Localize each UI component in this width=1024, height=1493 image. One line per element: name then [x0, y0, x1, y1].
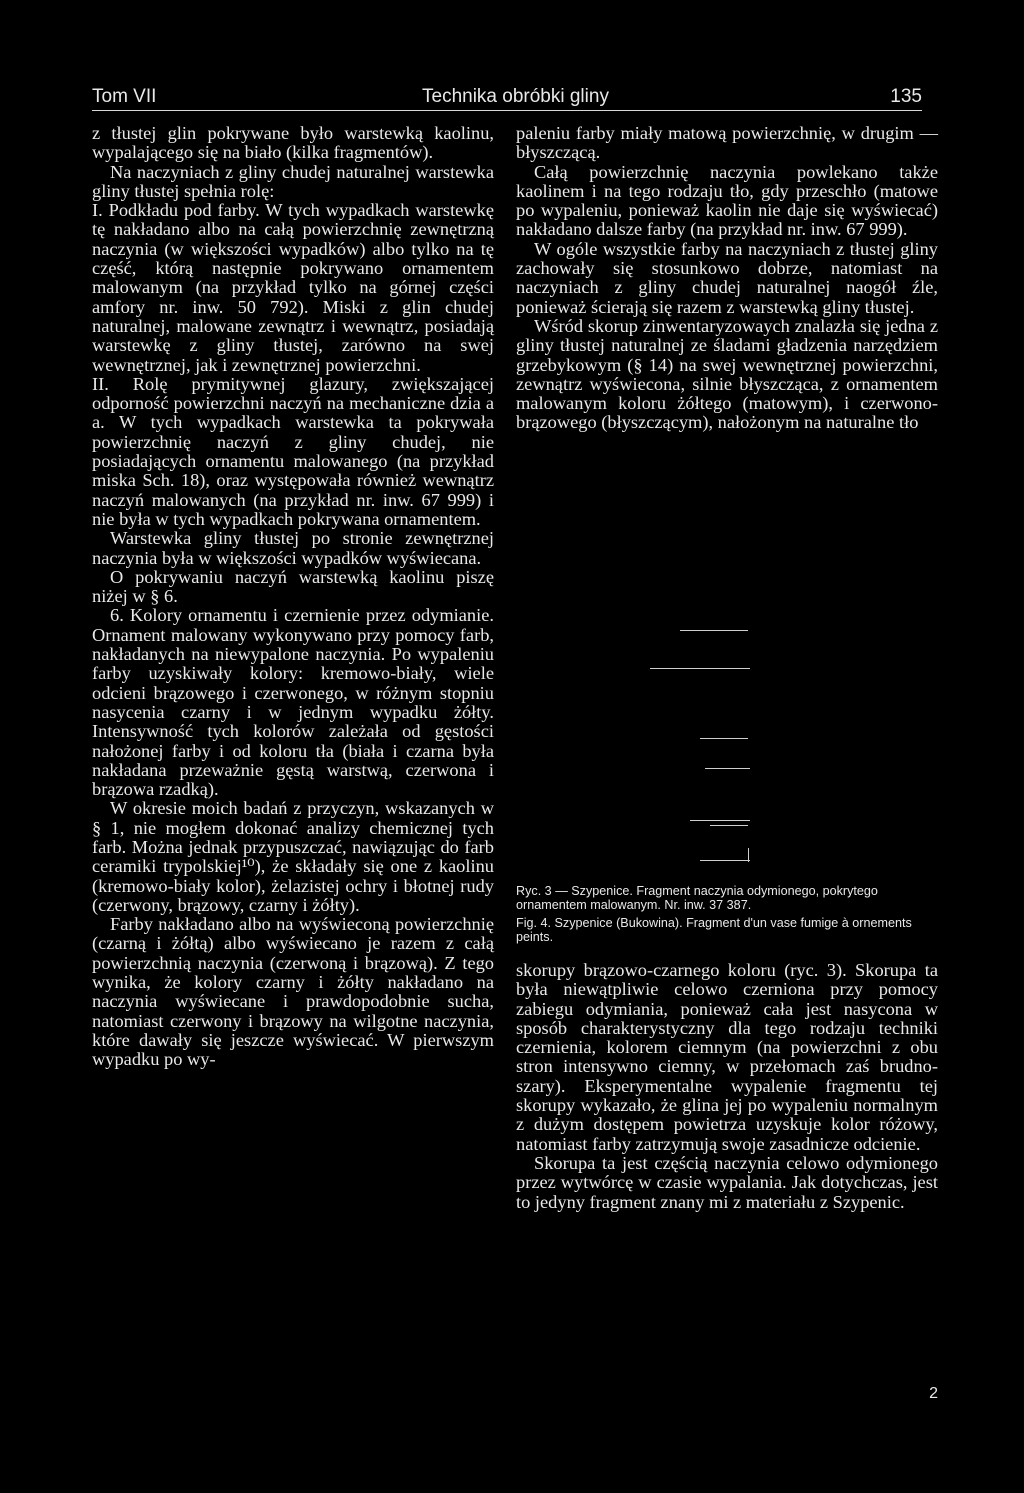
figure-caption [516, 884, 938, 948]
paragraph: Skorupa ta jest częścią naczynia celowo odymionego przez wytwórcę w czasie wypalania. Jak dotychczas, jest to jedyny fragment znany mi z materiału z Szypenic. [516, 1152, 938, 1212]
right-column-lower [516, 961, 938, 1212]
caption-polish: Ryc. 3 — Szypenice. Fragment naczynia odymionego, pokrytego ornamentem malowanym. Nr. inw. 37 387. [516, 884, 878, 912]
section-title: Technika obróbki gliny [422, 86, 609, 107]
fragment-edge-line [748, 848, 749, 862]
caption-french: Fig. 4. Szypenice (Bukowina). Fragment d'un vase fumige à ornements peints. [516, 916, 912, 944]
figure-fragment-image [610, 620, 750, 880]
right-column-upper [516, 124, 938, 433]
fragment-edge-line [700, 738, 748, 739]
paragraph: paleniu farby miały matową powierzchnię, w drugim — błyszczącą. [516, 123, 938, 163]
paragraph: W ogóle wszystkie farby na naczyniach z tłustej gliny zachowały się stosunkowo dobrze, natomiast na naczyniach z gliny chudej naturalnej naogół źle, ponieważ ścierają się razem z warstewką gliny tłustej. [516, 238, 938, 317]
fragment-edge-line [650, 668, 750, 669]
paragraph: skorupy brązowo-czarnego koloru (ryc. 3). Skorupa ta była niewątpliwie celowo czerniona przy pomocy zabiegu odymiania, ponieważ cała jest nasycona w sposób charakterystyczny dla tego rodzaju techniki czernienia, kolorem ciemnym (na powierzchni z obu stron intensywno ciemny, w przełomach zaś brudno-szary). Eksperymentalne wypalenie fragmentu tej skorupy wykazało, że glina jej po wypaleniu normalnym z dużym dostępem powietrza uzyskuje kolor różowy, natomiast farby zatrzymują swoje zasadnicze odcienie. [516, 960, 938, 1154]
paragraph: Farby nakładano albo na wyświeconą powierzchnię (czarną i żółtą) albo wyświecano je razem z całą powierzchnią naczynia (czerwoną i brązową). Z tego wynika, że kolory czarny i żółty nakładano na naczynia wyświecane i prawdopodobnie sucha, natomiast czerwony i brązowy na wilgotne naczynia, które dawały się jeszcze wyświecać. W pierwszym wypadku po wy- [92, 914, 494, 1070]
section-heading-paragraph: 6. Kolory ornamentu i czernienie przez odymianie. Ornament malowany wykonywano przy pomocy farb, nakładanych na niewypalone naczynia. Po wypaleniu farby uzyskiwały kolory: kremowo-biały, wiele odcieni brązowego i czerwonego, w różnym stopniu nasycenia czarny i w jednym wypadku żółty. Intensywność tych kolorów zależała od gęstości nałożonej farby i od koloru tła (biała i czarna była nakładana przeważnie gęstą warstwą, czerwona i brązowa rzadką). [92, 605, 494, 800]
page-number: 135 [890, 86, 922, 107]
volume-label: Tom VII [92, 86, 157, 107]
fragment-edge-line [690, 820, 750, 821]
paragraph: Na naczyniach z gliny chudej naturalnej warstewka gliny tłustej spełnia rolę: [92, 161, 494, 201]
paragraph: W okresie moich badań z przyczyn, wskazanych w § 1, nie mogłem dokonać analizy chemicznej tych farb. Można jednak przypuszczać, nawiązując do farb ceramiki trypolskiej¹⁰), że składały się one z kaolinu (kremowo-biały kolor), żelazistej ochry i błotnej rudy (czerwony, brązowy, czarny i żółty). [92, 798, 494, 915]
running-header [92, 84, 922, 114]
left-column [92, 124, 494, 1070]
fragment-edge-line [705, 768, 750, 769]
paragraph: II. Rolę prymitywnej glazury, zwiększającej odporność powierzchni naczyń na mechaniczne dzia a a. W tych wypadkach warstewka ta pokrywała powierzchnię naczyń z gliny chudej, nie posiadających ornamentu malowanego (na przykład miska Sch. 18), oraz występowała również wewnątrz naczyń malowanych (na przykład nr. inw. 67 999) i nie była w tych wypadkach pokrywana ornamentem. [92, 373, 494, 529]
paragraph: Warstewka gliny tłustej po stronie zewnętrznej naczynia była w większości wypadków wyświecana. [92, 528, 494, 568]
fragment-edge-line [680, 630, 748, 631]
paragraph: O pokrywaniu naczyń warstewką kaolinu piszę niżej w § 6. [92, 566, 494, 607]
paragraph: Wśród skorup zinwentaryzowaych znalazła się jedna z gliny tłustej naturalnej ze śladami gładzenia narzędziem grzebykowym (§ 14) na swej wewnętrznej powierzchni, zewnątrz wyświecona, silnie błyszcząca, z ornamentem malowanym koloru żółtego (matowym), i czerwono-brązowego (błyszczącym), nałożonym na naturalne tło [516, 315, 938, 433]
paragraph: I. Podkładu pod farby. W tych wypadkach warstewkę tę nakładano albo na całą powierzchnię zewnętrzną naczynia (w większości wypadków) albo tylko na tę część, którą następnie pokrywano ornamentem malowanym (na przykład tylko na górnej części amfory nr. inw. 50 792). Miski z glin chudej naturalnej, malowane zewnątrz i wewnątrz, posiadają warstewkę z gliny tłustej, zarówno na swej wewnętrznej, jak i zewnętrznej powierzchni. [92, 200, 494, 375]
fragment-edge-line [710, 825, 748, 826]
paragraph: Całą powierzchnię naczynia powlekano także kaolinem i na tego rodzaju tło, gdy przeschło (matowe po wypaleniu, ponieważ kaolin nie daje się wyświecać) nakładano dalsze farby (na przykład nr. inw. 67 999). [516, 161, 938, 240]
signature-mark: 2 [929, 1385, 938, 1402]
header-rule [92, 110, 922, 111]
fragment-edge-line [700, 860, 750, 861]
paragraph: z tłustej glin pokrywane było warstewką kaolinu, wypalającego się na biało (kilka fragmentów). [92, 123, 494, 163]
